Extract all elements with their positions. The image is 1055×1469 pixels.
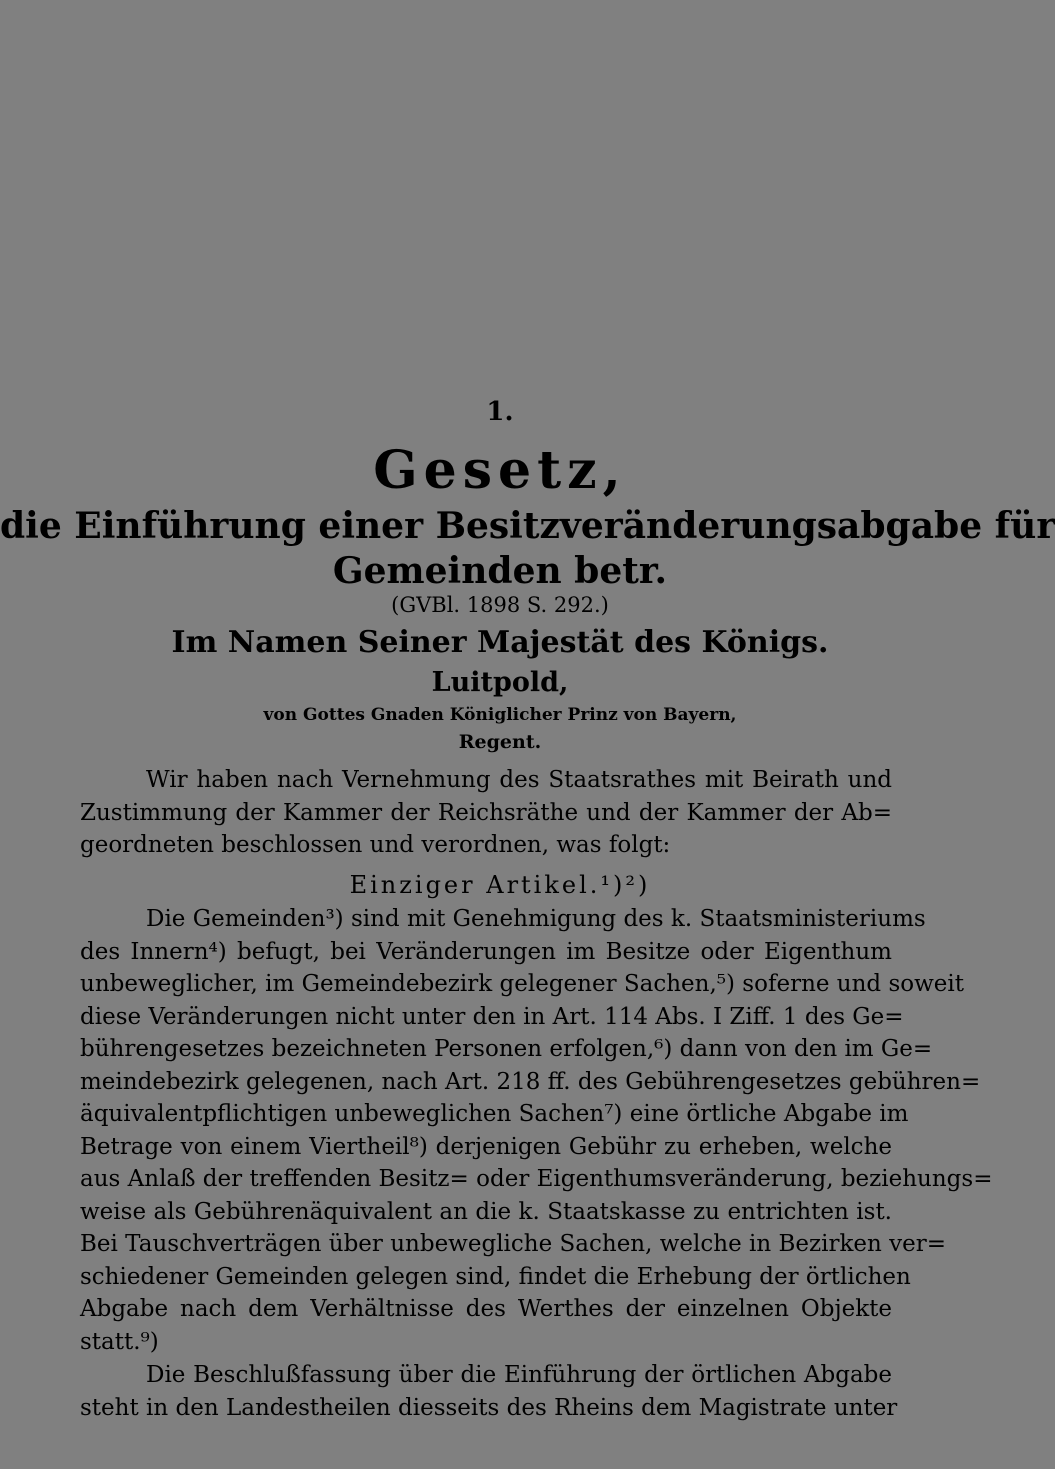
document-subtitle-line-1: die Einführung einer Besitzveränderungsabgabe für (0, 505, 1055, 547)
paragraph-line: Betrage von einem Viertheil⁸) derjenigen Gebühr zu erheben, welche (80, 1133, 892, 1160)
paragraph-line: unbeweglicher, im Gemeindebezirk gelegener Sachen,⁵) soferne und soweit (80, 971, 965, 997)
royal-invocation: Im Namen Seiner Majestät des Königs. (171, 625, 829, 660)
paragraph-line: Die Beschlußfassung über die Einführung der örtlichen Abgabe (146, 1362, 892, 1388)
document-title: Gesetz, (373, 440, 627, 501)
paragraph-line: schiedener Gemeinden gelegen sind, findet die Erhebung der örtlichen (80, 1263, 911, 1290)
paragraph-line: weise als Gebührenäquivalent an die k. Staatskasse zu entrichten ist. (80, 1198, 892, 1225)
paragraph-line: aus Anlaß der treffenden Besitz= oder Eigenthumsveränderung, beziehungs= (80, 1166, 993, 1192)
section-number: 1. (486, 397, 514, 427)
paragraph-line: steht in den Landestheilen diesseits des Rheins dem Magistrate unter (80, 1394, 898, 1421)
preamble-line: Zustimmung der Kammer der Reichsräthe und der Kammer der Ab= (80, 799, 892, 826)
paragraph-line: statt.⁹) (80, 1328, 159, 1355)
paragraph-line: Abgabe nach dem Verhältnisse des Werthes der einzelnen Objekte (80, 1296, 892, 1322)
paragraph-line: Die Gemeinden³) sind mit Genehmigung des k. Staatsministeriums (146, 906, 926, 932)
preamble-line: Wir haben nach Vernehmung des Staatsrathes mit Beirath und (146, 767, 892, 793)
gazette-citation: (GVBl. 1898 S. 292.) (391, 593, 609, 617)
regent-label: Regent. (458, 731, 542, 753)
paragraph-line: diese Veränderungen nicht unter den in Art. 114 Abs. I Ziff. 1 des Ge= (80, 1003, 904, 1030)
article-paragraph-2 (80, 1359, 898, 1424)
article-heading: Einziger Artikel.¹)²) (349, 871, 651, 899)
preamble-paragraph (80, 764, 892, 862)
preamble-line: geordneten beschlossen und verordnen, was folgt: (80, 832, 671, 858)
ruler-title: von Gottes Gnaden Königlicher Prinz von Bayern, (263, 705, 737, 725)
paragraph-line: äquivalentpflichtigen unbeweglichen Sachen⁷) eine örtliche Abgabe im (80, 1101, 909, 1127)
ruler-name: Luitpold, (431, 667, 569, 698)
document-subtitle-line-2: Gemeinden betr. (332, 550, 668, 592)
article-paragraph-1 (80, 903, 993, 1358)
paragraph-line: meindebezirk gelegenen, nach Art. 218 ff. des Gebührengesetzes gebühren= (80, 1068, 981, 1095)
paragraph-line: bührengesetzes bezeichneten Personen erfolgen,⁶) dann von den im Ge= (80, 1036, 933, 1062)
paragraph-line: des Innern⁴) befugt, bei Veränderungen im Besitze oder Eigenthum (80, 938, 892, 965)
paragraph-line: Bei Tauschverträgen über unbewegliche Sachen, welche in Bezirken ver= (80, 1231, 947, 1257)
